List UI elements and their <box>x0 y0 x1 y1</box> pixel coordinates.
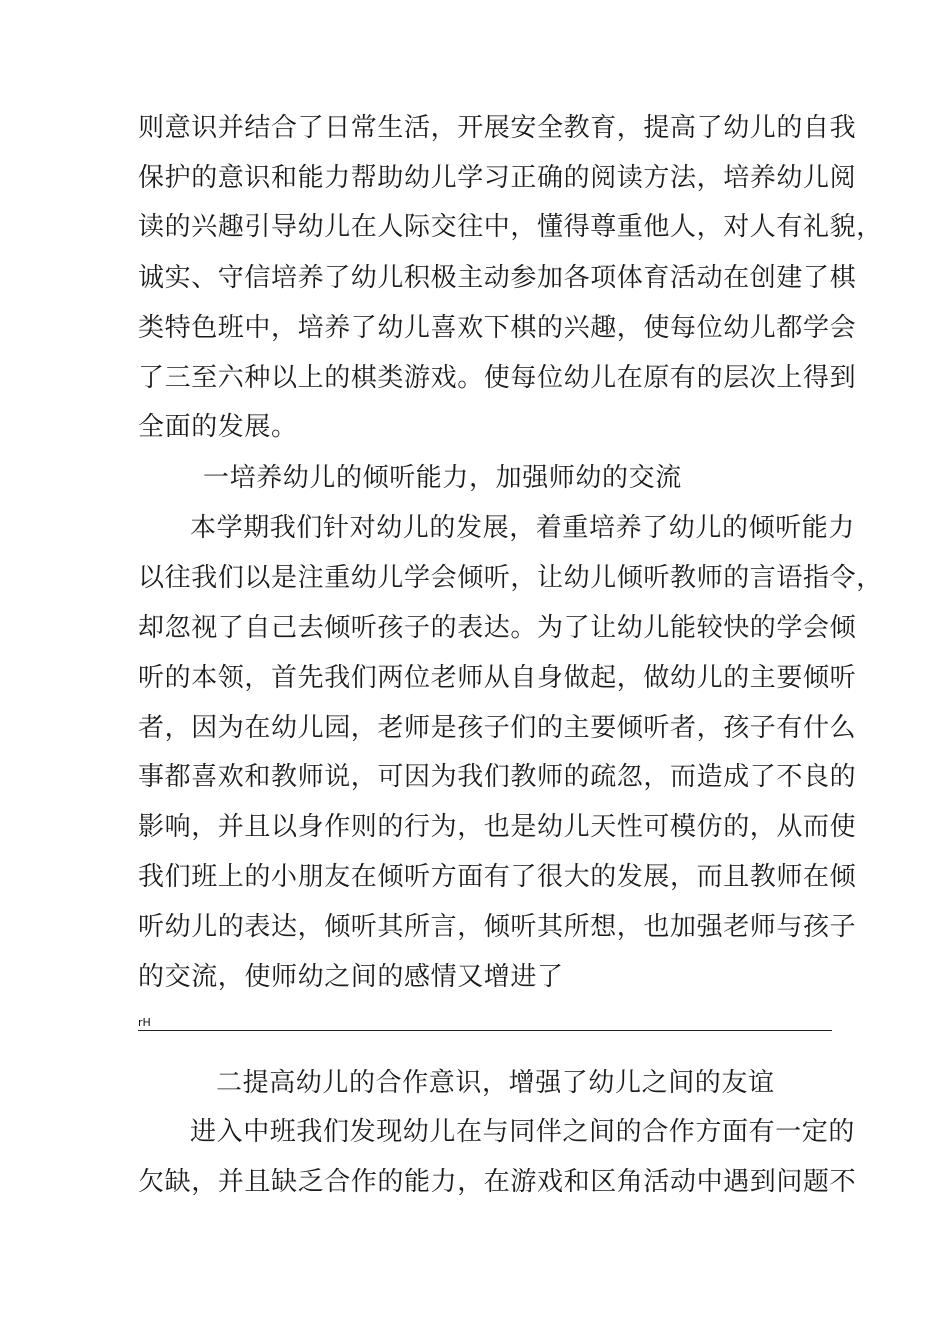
paragraph-line: 则意识并结合了日常生活，开展安全教育，提高了幼儿的自我 <box>138 113 857 143</box>
paragraph-line: 全面的发展。 <box>138 412 298 442</box>
paragraph-line: 事都喜欢和教师说，可因为我们教师的疏忽，而造成了不良的 <box>138 762 857 792</box>
paragraph-line: 类特色班中，培养了幼儿喜欢下棋的兴趣，使每位幼儿都学会 <box>138 313 857 343</box>
section-heading-1: 一培养幼儿的倾听能力，加强师幼的交流 <box>203 463 682 493</box>
paragraph-line: 读的兴趣引导幼儿在人际交往中，懂得尊重他人，对人有礼貌， <box>138 212 883 242</box>
page-divider <box>138 1030 832 1031</box>
paragraph-line: 听幼儿的表达，倾听其所言，倾听其所想，也加强老师与孩子 <box>138 912 857 942</box>
paragraph-line: 听的本领，首先我们两位老师从自身做起，做幼儿的主要倾听 <box>138 663 857 693</box>
paragraph-line: 诚实、守信培养了幼儿积极主动参加各项体育活动在创建了棋 <box>138 263 857 293</box>
page-break-mark: rH <box>138 1016 151 1029</box>
paragraph-line: 保护的意识和能力帮助幼儿学习正确的阅读方法，培养幼儿阅 <box>138 163 857 193</box>
paragraph-line: 进入中班我们发现幼儿在与同伴之间的合作方面有一定的 <box>190 1117 856 1147</box>
paragraph-line: 的交流，使师幼之间的感情又增进了 <box>138 962 564 992</box>
section-heading-2: 二提高幼儿的合作意识，增强了幼儿之间的友谊 <box>216 1068 775 1098</box>
paragraph-line: 欠缺，并且缺乏合作的能力，在游戏和区角活动中遇到问题不 <box>138 1167 857 1197</box>
paragraph-line: 者，因为在幼儿园，老师是孩子们的主要倾听者，孩子有什么 <box>138 713 857 743</box>
paragraph-line: 却忽视了自己去倾听孩子的表达。为了让幼儿能较快的学会倾 <box>138 613 857 643</box>
paragraph-line: 本学期我们针对幼儿的发展，着重培养了幼儿的倾听能力 <box>190 513 856 543</box>
paragraph-line: 以往我们以是注重幼儿学会倾听，让幼儿倾听教师的言语指令， <box>138 563 883 593</box>
paragraph-line: 了三至六种以上的棋类游戏。使每位幼儿在原有的层次上得到 <box>138 363 857 393</box>
paragraph-line: 我们班上的小朋友在倾听方面有了很大的发展，而且教师在倾 <box>138 862 857 892</box>
paragraph-line: 影响，并且以身作则的行为，也是幼儿天性可模仿的，从而使 <box>138 812 857 842</box>
